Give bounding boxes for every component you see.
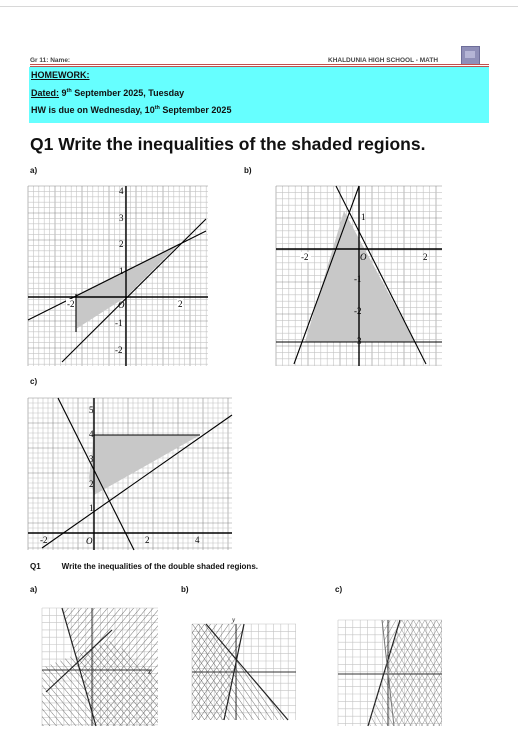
dated-sup: th <box>66 88 72 94</box>
double-part-c-label: c) <box>335 585 343 594</box>
question-2-text: Write the inequalities of the double shaded regions. <box>61 562 258 571</box>
homework-title: HOMEWORK: <box>31 70 90 80</box>
tick-y-neg1: -1 <box>115 318 123 328</box>
graph-c <box>28 398 232 550</box>
tick-y-2: 2 <box>89 479 94 489</box>
name-field-label: Gr 11: Name: <box>30 57 71 64</box>
shaded-region <box>89 435 200 495</box>
tick-y-3: 3 <box>89 454 94 464</box>
tick-x-neg2: -2 <box>40 535 48 545</box>
tick-y-neg1: -1 <box>354 274 362 284</box>
tick-y-neg3: -3 <box>354 336 362 346</box>
tick-y-neg2: -2 <box>354 306 362 316</box>
axis-y-label: y <box>232 616 236 624</box>
tick-y-2: 2 <box>119 239 124 249</box>
school-logo <box>461 46 480 65</box>
tick-y-3: 3 <box>119 213 124 223</box>
origin-label: O <box>360 252 367 262</box>
double-part-a-label: a) <box>30 585 38 594</box>
due-text: HW is due on Wednesday, 10 <box>31 105 155 115</box>
page-top-border <box>0 6 518 7</box>
tick-x-2: 2 <box>178 299 183 309</box>
dated-rest: September 2025, Tuesday <box>71 88 185 98</box>
double-graph-c <box>338 620 442 726</box>
graph-b <box>276 186 442 366</box>
tick-y-neg2: -2 <box>115 345 123 355</box>
part-b-label: b) <box>244 166 252 175</box>
tick-x-neg2: -2 <box>301 252 309 262</box>
axis-x-label: x <box>148 668 152 676</box>
tick-y-1: 1 <box>89 503 94 513</box>
graph-a <box>28 186 208 366</box>
due-rest: September 2025 <box>159 105 232 115</box>
origin-label: O <box>118 300 125 310</box>
dated-day: 9 <box>61 88 67 98</box>
homework-dated <box>31 88 184 98</box>
tick-y-4: 4 <box>89 429 94 439</box>
part-c-label: c) <box>30 377 38 386</box>
origin-label: O <box>86 536 93 546</box>
tick-x-2: 2 <box>423 252 428 262</box>
double-graph-a <box>42 608 158 726</box>
tick-x-neg2: -2 <box>67 299 75 309</box>
homework-banner <box>29 67 489 123</box>
header-rule <box>30 64 489 65</box>
tick-x-4: 4 <box>195 535 200 545</box>
double-part-b-label: b) <box>181 585 189 594</box>
school-name: KHALDUNIA HIGH SCHOOL - MATH <box>328 57 439 64</box>
question-2-number: Q1 <box>30 562 41 571</box>
double-graph-b <box>192 616 296 720</box>
tick-x-2: 2 <box>145 535 150 545</box>
part-a-label: a) <box>30 166 38 175</box>
dated-label: Dated: <box>31 88 60 98</box>
tick-y-4: 4 <box>119 186 124 196</box>
homework-due <box>31 105 231 115</box>
hatched-region-2 <box>368 620 442 726</box>
tick-y-5: 5 <box>89 405 94 415</box>
question-1-title: Q1 Write the inequalities of the shaded regions. <box>30 134 426 154</box>
question-2-title <box>30 562 258 571</box>
due-sup: th <box>154 105 160 111</box>
tick-y-1: 1 <box>119 266 124 276</box>
tick-y-1: 1 <box>361 212 366 222</box>
